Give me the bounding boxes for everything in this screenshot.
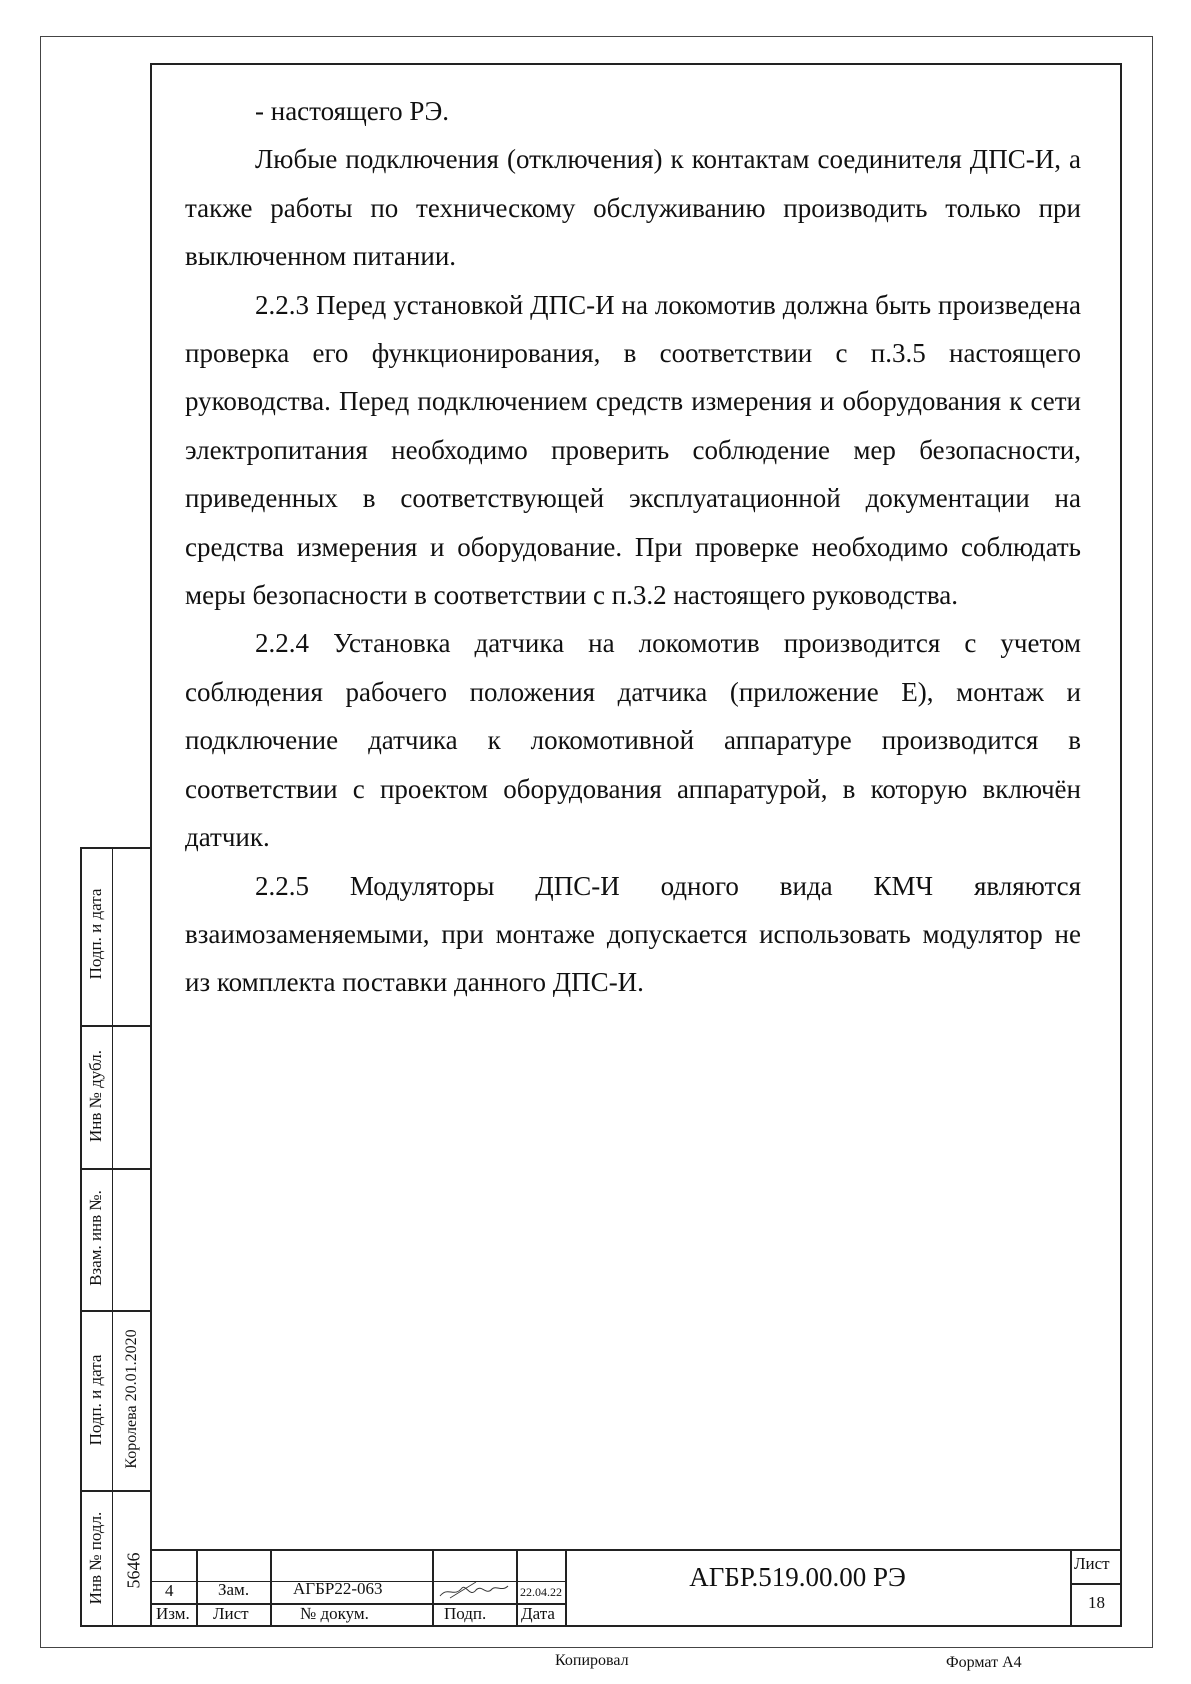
sidebar-sign-date-value: Королева 20.01.2020	[123, 1329, 140, 1469]
stamp-line	[432, 1549, 434, 1627]
sidebar-label-dup-inv: Инв № дубл.	[86, 1050, 105, 1143]
stamp-header-izm: Изм.	[156, 1604, 190, 1623]
stamp-change-no: 4	[165, 1581, 174, 1600]
stamp-notice-no: АГБР22-063	[293, 1579, 383, 1598]
sidebar-inv-number: 5646	[123, 1552, 144, 1589]
stamp-line	[1070, 1549, 1072, 1627]
stamp-line	[1070, 1583, 1122, 1585]
stamp-line	[150, 1549, 565, 1551]
sidebar-label-sign-date-2: Подп. и дата	[86, 1354, 105, 1446]
sidebar-label-orig-inv: Инв № подл.	[86, 1511, 105, 1605]
stamp-header-doc: № докум.	[300, 1604, 369, 1623]
stamp-change-type: Зам.	[218, 1580, 250, 1599]
stamp-line	[565, 1549, 1122, 1551]
paragraph: Любые подключения (отключения) к контактам соединителя ДПС-И, а также работы по техническому обслуживанию производить только при выключенном питании.	[185, 144, 1081, 272]
stamp-line	[196, 1549, 198, 1627]
stamp-date: 22.04.22	[520, 1585, 562, 1599]
stamp-signature	[436, 1580, 512, 1602]
paragraph: 2.2.5 Модуляторы ДПС-И одного вида КМЧ являются взаимозаменяемыми, при монтаже допускается использовать модулятор не из комплекта поставки данного ДПС-И.	[185, 870, 1081, 998]
body-text	[185, 87, 1081, 1007]
sidebar-label-sign-date: Подп. и дата	[86, 888, 105, 980]
stamp-header-date: Дата	[521, 1604, 555, 1623]
paragraph: 2.2.4 Установка датчика на локомотив производится с учетом соблюдения рабочего положения датчика (приложение Е), монтаж и подключение датчика к локомотивной аппаратуре производится в соответствии с проектом оборудования аппаратурой, в которую включён датчик.	[185, 628, 1081, 853]
sidebar-line	[80, 1490, 150, 1492]
sheet-number: 18	[1088, 1593, 1105, 1612]
sheet-label: Лист	[1074, 1554, 1110, 1573]
paragraph: 2.2.3 Перед установкой ДПС-И на локомотив должна быть произведена проверка его функционирования, в соответствии с п.3.5 настоящего руководства. Перед подключением средств измерения и оборудования к сети электропитания необходимо проверить соблюдение мер безопасности, приведенных в соответствующей эксплуатационной документации на средства измерения и оборудование. При проверке необходимо соблюдать меры безопасности в соответствии с п.3.2 настоящего руководства.	[185, 289, 1081, 611]
stamp-header-list: Лист	[213, 1604, 249, 1623]
footer-copied: Копировал	[555, 1652, 629, 1669]
sidebar-divider	[112, 847, 113, 1627]
document-code: АГБР.519.00.00 РЭ	[689, 1562, 906, 1592]
stamp-line	[516, 1549, 518, 1627]
stamp-header-sign: Подп.	[444, 1604, 487, 1623]
paragraph: - настоящего РЭ.	[255, 96, 450, 126]
footer-format: Формат А4	[946, 1654, 1022, 1671]
stamp-line	[270, 1549, 272, 1627]
sidebar-label-replace-inv: Взам. инв №.	[86, 1190, 105, 1286]
